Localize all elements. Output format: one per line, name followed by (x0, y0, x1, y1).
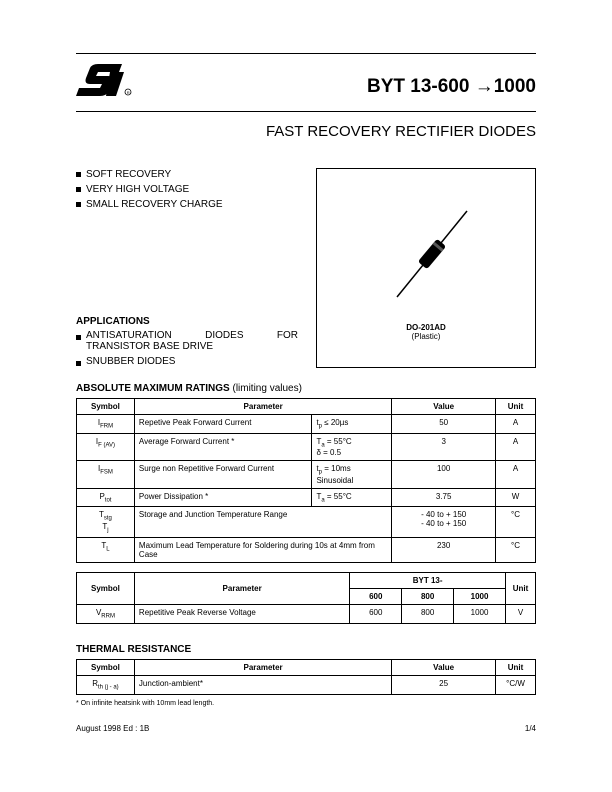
title-rule (76, 111, 536, 112)
col-variant: 600 (350, 589, 402, 605)
page-subtitle: FAST RECOVERY RECTIFIER DIODES (265, 123, 536, 140)
table-row (77, 507, 536, 537)
table-header-row (77, 660, 536, 676)
col-variant: 1000 (454, 589, 506, 605)
parameter-cell: Repetive Peak Forward Current (134, 415, 312, 434)
table-row (77, 676, 536, 695)
page-title: BYT 13-600 →1000 (367, 76, 536, 97)
symbol-cell: $T_L$ (77, 537, 135, 562)
table-row (77, 488, 536, 507)
value-cell: 600 (350, 605, 402, 624)
feature-item: SOFT RECOVERY (76, 167, 223, 182)
col-parameter: Parameter (134, 399, 391, 415)
table-row (77, 537, 536, 562)
amr-heading (76, 383, 302, 394)
value-cell: 3 (392, 433, 496, 461)
condition-cell: $T_a = 55^\circ C$ (312, 488, 392, 507)
amr-table (76, 398, 536, 563)
feature-item: SMALL RECOVERY CHARGE (76, 197, 223, 212)
unit-cell: °C (496, 507, 536, 537)
col-unit: Unit (496, 399, 536, 415)
feature-item: VERY HIGH VOLTAGE (76, 182, 223, 197)
table-row (77, 433, 536, 461)
value-cell: 50 (392, 415, 496, 434)
col-value: Value (392, 660, 496, 676)
unit-cell: °C/W (496, 676, 536, 695)
parameter-cell: Power Dissipation * (134, 488, 312, 507)
table-header-row (77, 573, 536, 589)
value-cell: 100 (392, 461, 496, 489)
col-unit: Unit (506, 573, 536, 605)
table-row (77, 461, 536, 489)
parameter-cell: Average Forward Current * (134, 433, 312, 461)
condition-cell: $T_a = 55^\circ C$ δ = 0.5 (312, 433, 392, 461)
value-cell: 3.75 (392, 488, 496, 507)
thermal-table (76, 659, 536, 695)
application-item: SNUBBER DIODES (76, 356, 298, 367)
symbol-cell: $R_{th (j - a)}$ (77, 676, 135, 695)
page-number: 1/4 (524, 724, 536, 733)
unit-cell: W (496, 488, 536, 507)
symbol-cell: $I_{FSM}$ (77, 461, 135, 489)
unit-cell: A (496, 433, 536, 461)
package-type: (Plastic) (411, 332, 441, 341)
table-row (77, 415, 536, 434)
col-value: Value (392, 399, 496, 415)
value-cell: - 40 to + 150 - 40 to + 150 (392, 507, 496, 537)
col-parameter: Parameter (134, 573, 349, 605)
value-cell: 25 (392, 676, 496, 695)
vrrm-table (76, 572, 536, 624)
application-item: ANTISATURATION DIODES FOR TRANSISTOR BASE DRIVE (76, 330, 298, 352)
amr-heading-title: ABSOLUTE MAXIMUM RATINGS (76, 383, 230, 394)
symbol-cell: $P_{tot}$ (77, 488, 135, 507)
unit-cell: °C (496, 537, 536, 562)
value-cell: 230 (392, 537, 496, 562)
col-symbol: Symbol (77, 399, 135, 415)
symbol-cell: $T_{stg}$ $T_j$ (77, 507, 135, 537)
parameter-cell: Surge non Repetitive Forward Current (134, 461, 312, 489)
parameter-cell: Repetitive Peak Reverse Voltage (134, 605, 349, 624)
table-row (77, 605, 536, 624)
diode-image (317, 169, 537, 319)
st-logo (76, 62, 132, 103)
col-parameter: Parameter (134, 660, 391, 676)
amr-heading-note: (limiting values) (232, 383, 302, 394)
symbol-cell: $I_{FRM}$ (77, 415, 135, 434)
unit-cell: A (496, 461, 536, 489)
parameter-cell: Junction-ambient* (134, 676, 391, 695)
col-unit: Unit (496, 660, 536, 676)
unit-cell: V (506, 605, 536, 624)
thermal-heading: THERMAL RESISTANCE (76, 644, 192, 655)
applications-list (76, 330, 298, 371)
footer-date: August 1998 Ed : 1B (76, 724, 150, 733)
footnote: * On infinite heatsink with 10mm lead length. (76, 700, 215, 707)
value-cell: 1000 (454, 605, 506, 624)
package-name: DO-201AD (406, 323, 446, 332)
col-variant: 800 (402, 589, 454, 605)
col-symbol: Symbol (77, 660, 135, 676)
parameter-cell: Storage and Junction Temperature Range (134, 507, 391, 537)
top-rule (76, 53, 536, 54)
parameter-cell: Maximum Lead Temperature for Soldering during 10s at 4mm from Case (134, 537, 391, 562)
col-symbol: Symbol (77, 573, 135, 605)
symbol-cell: $V_{RRM}$ (77, 605, 135, 624)
symbol-cell: $I_{F (AV)}$ (77, 433, 135, 461)
col-group: BYT 13- (350, 573, 506, 589)
value-cell: 800 (402, 605, 454, 624)
condition-cell: $t_p \le 20\mu s$ (312, 415, 392, 434)
svg-text:R: R (126, 90, 130, 95)
feature-list (76, 167, 223, 212)
unit-cell: A (496, 415, 536, 434)
condition-cell: $t_p = 10ms$ Sinusoidal (312, 461, 392, 489)
table-header-row (77, 399, 536, 415)
applications-heading: APPLICATIONS (76, 316, 150, 327)
